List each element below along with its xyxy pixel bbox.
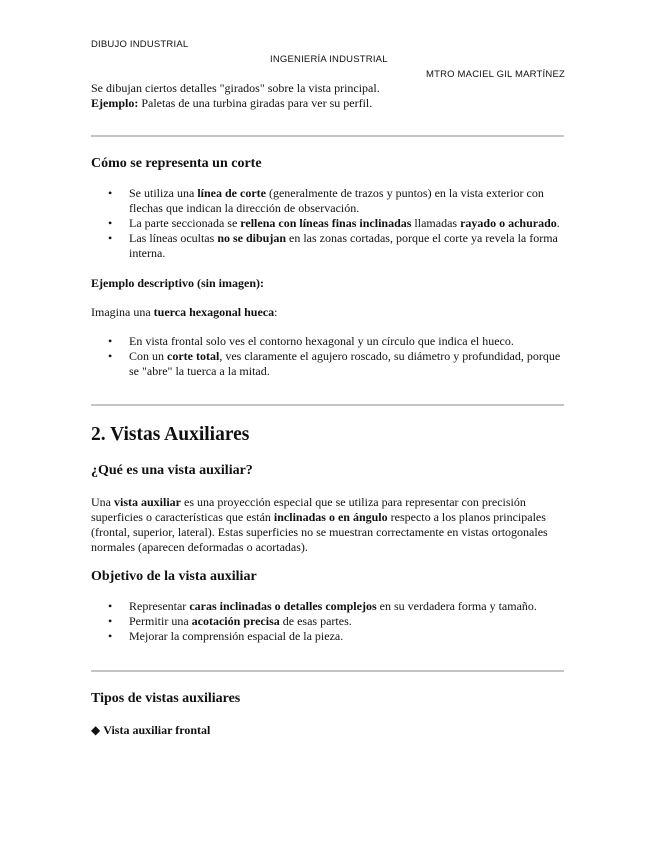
divider-2 (91, 404, 564, 406)
section-title-corte: Cómo se representa un corte (91, 156, 262, 171)
document-body (91, 81, 564, 738)
list-item: • En vista frontal solo ves el contorno hexagonal y un círculo que indica el hueco. (91, 334, 564, 349)
question-heading: ¿Qué es una vista auxiliar? (91, 463, 253, 478)
list-item: • Con un corte total, ves claramente el agujero roscado, su diámetro y profundidad, porque se "abre" la tuerca a la mitad. (91, 349, 564, 379)
objective-heading: Objetivo de la vista auxiliar (91, 569, 257, 584)
example-text: Paletas de una turbina giradas para ver su perfil. (138, 96, 373, 110)
example-label: Ejemplo: (91, 96, 139, 110)
header-instructor: MTRO MACIEL GIL MARTÍNEZ (425, 69, 565, 80)
objective-list (91, 599, 564, 644)
definition-paragraph: Una vista auxiliar es una proyección especial que se utiliza para representar con precisión superficies o características que están inclinadas o en ángulo respecto a los planos principales (frontal, superior, lateral). Estas superficies no se muestran correctamente en vistas ortogonales normales (aparecen deformadas o acortadas). (91, 495, 548, 554)
example-heading: Ejemplo descriptivo (sin imagen): (91, 276, 264, 290)
section-title-auxiliares: 2. Vistas Auxiliares (91, 424, 250, 445)
list-item: • Se utiliza una línea de corte (generalmente de trazos y puntos) en la vista exterior con flechas que indican la dirección de observación. (91, 186, 564, 216)
black-diamond-icon: ◆ (91, 723, 101, 737)
tuerca-list (91, 334, 564, 379)
list-item: • Permitir una acotación precisa de esas partes. (91, 614, 564, 629)
intro-example (91, 96, 564, 111)
list-item: • Mejorar la comprensión espacial de la pieza. (91, 629, 564, 644)
intro-line: Se dibujan ciertos detalles "girados" sobre la vista principal. (91, 81, 380, 95)
header-course: DIBUJO INDUSTRIAL (91, 39, 189, 50)
list-item: • Representar caras inclinadas o detalles complejos en su verdadera forma y tamaño. (91, 599, 564, 614)
corte-list (91, 186, 564, 261)
types-heading: Tipos de vistas auxiliares (91, 691, 241, 706)
frontal-subheading: ◆ Vista auxiliar frontal (91, 723, 211, 737)
imagine-line: Imagina una tuerca hexagonal hueca: (91, 305, 278, 319)
list-item: • Las líneas ocultas no se dibujan en las zonas cortadas, porque el corte ya revela la forma interna. (91, 231, 564, 261)
list-item: • La parte seccionada se rellena con líneas finas inclinadas llamadas rayado o achurado. (91, 216, 564, 231)
header-program: INGENIERÍA INDUSTRIAL (270, 54, 388, 65)
divider-3 (91, 670, 564, 672)
divider-1 (91, 135, 564, 137)
